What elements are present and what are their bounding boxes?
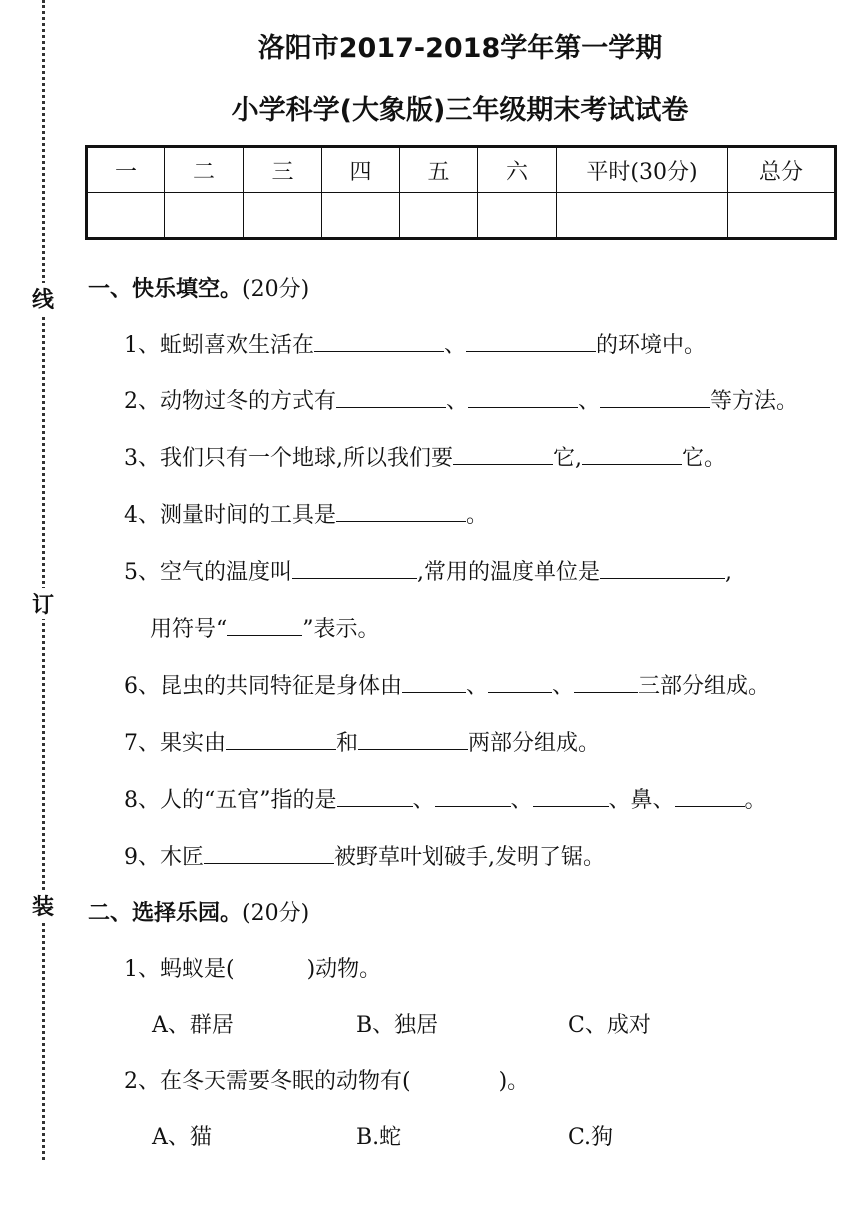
q1-5-text: 5、空气的温度叫 [124,560,292,585]
q2-1-tail: )动物。 [306,957,382,982]
score-table-header-row [87,147,836,193]
score-header-5: 五 [400,147,478,193]
score-table [85,145,837,240]
question-1-6 [124,669,770,700]
answer-blank[interactable] [402,672,466,693]
question-1-9 [124,840,605,871]
score-header-4: 四 [322,147,400,193]
q1-9-tail: 被野草叶划破手,发明了锯。 [334,845,605,870]
q1-5-symbol-text: 用符号“ [150,617,228,642]
answer-blank[interactable] [675,786,745,807]
question-1-5 [124,555,732,586]
answer-blank[interactable] [533,786,609,807]
question-2-1 [124,952,381,983]
q1-2-sep1: 、 [446,389,469,414]
answer-blank[interactable] [574,672,638,693]
answer-blank[interactable] [600,558,725,579]
q1-2-sep2: 、 [578,389,601,414]
exam-title-line2: 小学科学(大象版)三年级期末考试试卷 [231,95,689,126]
q1-5-tail: ”表示。 [302,617,380,642]
question-2-2 [124,1064,529,1095]
answer-blank[interactable] [336,501,466,522]
q1-2-tail: 等方法。 [710,389,799,414]
score-cell[interactable] [165,193,244,239]
section1-heading [88,272,309,303]
score-header-6: 六 [478,147,557,193]
score-cell[interactable] [87,193,165,239]
q1-5-mid: ,常用的温度单位是 [417,560,600,585]
answer-blank[interactable] [600,387,710,408]
q1-4-tail: 。 [466,503,489,528]
exam-title-line1: 洛阳市2017-2018学年第一学期 [257,33,663,64]
question-1-1 [124,328,706,359]
question-1-4 [124,498,488,529]
score-header-total: 总分 [728,147,836,193]
answer-blank[interactable] [468,387,578,408]
question-1-8 [124,783,767,814]
option-2-2-c[interactable]: C.狗 [568,1125,614,1150]
q1-7-mid: 和 [336,731,359,756]
q1-3-tail: 它。 [682,446,727,471]
score-cell[interactable] [400,193,478,239]
answer-blank[interactable] [488,672,552,693]
score-header-2: 二 [165,147,244,193]
q1-8-sep2: 、 [510,788,533,813]
q2-2-stem: 2、在冬天需要冬眠的动物有( [124,1069,411,1094]
answer-blank[interactable] [226,729,336,750]
score-header-3: 三 [244,147,322,193]
question-1-3 [124,441,726,472]
answer-blank[interactable] [314,331,444,352]
answer-blank[interactable] [204,843,334,864]
answer-blank[interactable] [582,444,682,465]
answer-blank[interactable] [466,331,596,352]
margin-label-zhuang: 装 [28,890,58,921]
section1-title: 一、快乐填空。 [88,277,243,302]
q1-4-text: 4、测量时间的工具是 [124,503,336,528]
q1-8-tail: 。 [744,788,767,813]
option-2-1-b[interactable]: B、独居 [356,1013,439,1038]
question-1-2 [124,384,798,415]
answer-blank[interactable] [336,387,446,408]
answer-blank[interactable] [292,558,417,579]
q1-7-text: 7、果实由 [124,731,226,756]
section2-title: 二、选择乐园。 [88,901,243,926]
score-cell[interactable] [728,193,836,239]
score-cell[interactable] [322,193,400,239]
score-header-1: 一 [87,147,165,193]
score-cell[interactable] [557,193,728,239]
answer-blank[interactable] [435,786,511,807]
q1-3-text: 3、我们只有一个地球,所以我们要 [124,446,453,471]
margin-label-xian: 线 [28,283,58,314]
answer-blank[interactable] [227,615,302,636]
section1-points: (20分) [242,277,310,302]
q1-8-sep1: 、 [412,788,435,813]
option-2-1-a[interactable]: A、群居 [152,1013,234,1038]
q2-2-tail: )。 [498,1069,530,1094]
section2-heading [88,896,309,927]
q1-8-text: 8、人的“五官”指的是 [124,788,337,813]
q1-6-tail: 三部分组成。 [638,674,771,699]
question-1-7 [124,726,600,757]
q1-2-text: 2、动物过冬的方式有 [124,389,336,414]
score-cell[interactable] [478,193,557,239]
q1-6-sep2: 、 [552,674,575,699]
score-table-entry-row [87,193,836,239]
margin-label-ding: 订 [28,588,58,619]
score-cell[interactable] [244,193,322,239]
binding-dotted-line [42,0,45,1160]
q1-6-text: 6、昆虫的共同特征是身体由 [124,674,402,699]
q1-1-sep: 、 [444,333,467,358]
q1-9-text: 9、木匠 [124,845,204,870]
q1-1-tail: 的环境中。 [596,333,707,358]
q1-6-sep1: 、 [466,674,489,699]
option-2-2-b[interactable]: B.蛇 [356,1125,402,1150]
question-1-5-cont [150,612,380,643]
option-2-2-a[interactable]: A、猫 [152,1125,212,1150]
q1-1-text: 1、蚯蚓喜欢生活在 [124,333,314,358]
q1-8-nose: 、鼻、 [608,788,675,813]
q1-3-mid: 它, [553,446,582,471]
option-2-1-c[interactable]: C、成对 [568,1013,651,1038]
q2-1-stem: 1、蚂蚁是( [124,957,235,982]
q1-5-comma: , [725,560,732,585]
answer-blank[interactable] [358,729,468,750]
score-header-usual: 平时(30分) [557,147,728,193]
q1-7-tail: 两部分组成。 [468,731,601,756]
answer-blank[interactable] [337,786,413,807]
answer-blank[interactable] [453,444,553,465]
section2-points: (20分) [242,901,310,926]
